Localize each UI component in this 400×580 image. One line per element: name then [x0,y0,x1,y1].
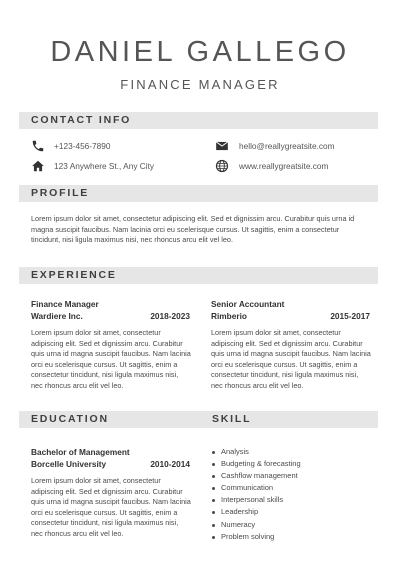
skill-label: Communication [221,483,274,493]
section-title-contact: CONTACT INFO [31,114,132,126]
job-line: orci eu scelerisque cursus. Ut sagittis, enim a [31,359,178,369]
contact-address-text: 123 Anywhere St., Any City [54,161,155,171]
skill-item [211,494,371,506]
job-line: adipiscing elit. Sed et dignissim arcu. Curabitur [31,338,183,348]
job-title: Finance Manager [31,299,99,309]
section-bar-skill [200,411,378,428]
profile-line: magna suscipit faucibus. Nam lacinia orci eu scelerisque cursus. Ut sagittis, enim a consectetur [31,224,340,234]
phone-icon [31,139,45,153]
education-line: adipiscing elit. Sed et dignissim arcu. Curabitur [31,486,183,496]
skill-item [211,458,371,470]
skill-label: Analysis [221,447,249,456]
education-line: orci eu scelerisque cursus. Ut sagittis, enim a [31,507,178,517]
home-icon [31,159,45,173]
skill-item [211,506,371,518]
contact-address [31,159,201,173]
skills-list [211,446,371,543]
job-years: 2015-2017 [330,311,370,321]
job-company: Wardiere Inc. [31,311,83,321]
contact-email [215,139,380,153]
envelope-icon [215,139,229,153]
job-line: nec rhoncus arcu elit vel leo. [211,380,304,390]
bullet-icon [212,536,215,539]
job-line: consectetur tincidunt, nisi ligula maximus nisi, [211,370,359,380]
job-description [31,328,203,392]
job-company: Rimberio [211,311,247,321]
skill-label: Problem solving [221,531,275,541]
job-line: orci eu scelerisque cursus. Ut sagittis, enim a [211,359,358,369]
bullet-icon [212,463,215,466]
section-bar-contact [19,112,378,129]
education-line: Lorem ipsum dolor sit amet, consectetur [31,476,161,485]
skill-label: Budgeting & forecasting [221,459,301,469]
job-line: consectetur tincidunt, nisi ligula maximus nisi, [31,370,179,380]
resume-name: DANIEL GALLEGO [50,36,350,68]
profile-line: tincidunt, nisi ligula maximus nisi, nec rhoncus arcu elit vel leo. [31,235,233,245]
bullet-icon [212,524,215,527]
contact-website-text[interactable]: www.reallygreatsite.com [239,161,329,171]
bullet-icon [212,451,215,454]
globe-icon [215,159,229,173]
section-title-profile: PROFILE [31,187,90,199]
resume-role: FINANCE MANAGER [120,77,280,92]
contact-website [215,159,380,173]
job-years: 2018-2023 [150,311,190,321]
profile-text [31,214,381,246]
bullet-icon [212,511,215,514]
contact-phone [31,139,201,153]
education-line: nec rhoncus arcu elit vel leo. [31,528,124,538]
section-title-education: EDUCATION [31,413,109,425]
skill-item [211,482,371,494]
job-line: quis urna id magna suscipit faucibus. Nam lacinia [211,349,371,359]
education-degree: Bachelor of Management [31,447,130,457]
skill-item [211,470,371,482]
contact-email-text[interactable]: hello@reallygreatsite.com [239,141,335,151]
education-line: consectetur tincidunt, nisi ligula maximus nisi, [31,518,179,528]
section-title-skill: SKILL [212,413,252,425]
skill-label: Leadership [221,507,259,517]
education-description [31,476,203,540]
contact-phone-text: +123-456-7890 [54,141,111,151]
job-line: Lorem ipsum dolor sit amet, consectetur [31,328,161,337]
job-line: Lorem ipsum dolor sit amet, consectetur [211,328,341,337]
section-bar-profile [19,185,378,202]
education-school: Borcelle University [31,459,107,469]
job-title: Senior Accountant [211,299,285,309]
job-description [211,328,383,392]
bullet-icon [212,499,215,502]
job-line: adipiscing elit. Sed et dignissim arcu. Curabitur [211,338,363,348]
skill-item [211,531,371,543]
skill-label: Interpersonal skills [221,495,284,505]
bullet-icon [212,475,215,478]
education-line: quis urna id magna suscipit faucibus. Nam lacinia [31,497,191,507]
section-bar-education [19,411,200,428]
profile-line: Lorem ipsum dolor sit amet, consectetur adipiscing elit. Sed et dignissim arcu. Curabitur quis urna id [31,214,355,223]
skill-item [211,519,371,531]
job-line: quis urna id magna suscipit faucibus. Nam lacinia [31,349,191,359]
section-bar-experience [19,267,378,284]
skill-item [211,446,371,458]
bullet-icon [212,487,215,490]
skill-label: Cashflow management [221,471,298,481]
skill-label: Numeracy [221,519,256,529]
education-years: 2010-2014 [150,459,190,469]
job-line: nec rhoncus arcu elit vel leo. [31,380,124,390]
section-title-experience: EXPERIENCE [31,269,117,281]
